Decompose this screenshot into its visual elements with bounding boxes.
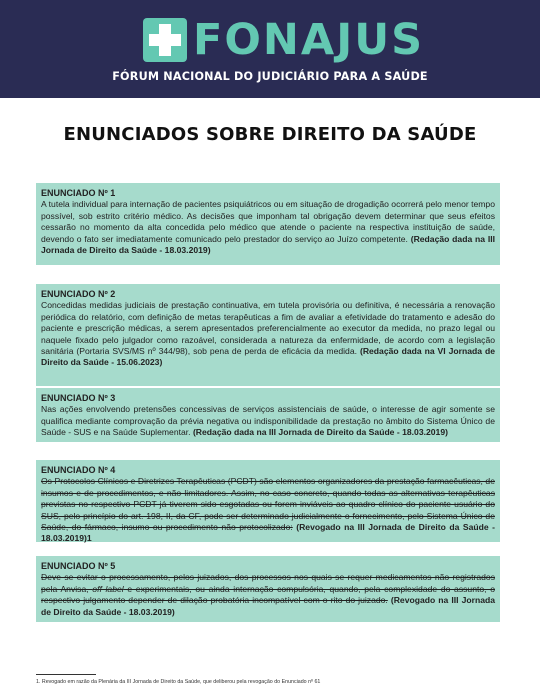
header-band bbox=[0, 0, 540, 98]
enunciado-text: A tutela individual para internação de pacientes psiquiátricos ou em situação de drogadição ocorrerá pelo menor tempo possível, sob estrito critério médico. As decisões que imponham tal obrigação devem determinar que seus efeitos cessarão no momento da alta concedida pelo médico que atende o paciente na respectiva instituição de saúde, devendo o fato ser imediatamente comunicado pelo prestador do serviço ao Juízo competente. bbox=[41, 199, 495, 244]
enunciado-note: (Redação dada na VI Jornada de Direito da Saúde - 15.06.2023) bbox=[41, 346, 496, 368]
enunciado-text: Os Protocolos Clínicos e Diretrizes Terapêuticas (PCDT) são elementos organizadores da prestação farmacêuticas, de insumos e de procedimentos, e não limitadores. Assim, no caso concreto, quando todas as alternativas terapêuticas previstas no respectivo PCDT já tiverem sido esgotadas ou forem inviáveis ao quadro clínico do paciente usuário do SUS, pelo princípio do art. 198, II, da CF, pode ser determinado judicialmente o fornecimento, pelo Sistema Único de Saúde, do fármaco, insumo ou procedimento não protocolizado: bbox=[41, 476, 495, 533]
enunciado-text-before: Deve se evitar o processamento, pelos juizados, dos processos nos quais se requer medicamentos não registrados pela Anvisa, bbox=[41, 572, 495, 594]
enunciado-number: ENUNCIADO Nº 4 bbox=[41, 465, 116, 475]
enunciado-note: (Revogado na III Jornada de Direito da Saúde - 18.03.2019) bbox=[41, 595, 495, 617]
enunciado-box-revoked bbox=[36, 556, 500, 622]
enunciado-number: ENUNCIADO Nº 1 bbox=[41, 188, 116, 198]
medical-cross-icon bbox=[143, 18, 187, 62]
enunciado-box bbox=[36, 183, 500, 265]
enunciado-number: ENUNCIADO Nº 2 bbox=[41, 289, 116, 299]
logo-subtitle: FÓRUM NACIONAL DO JUDICIÁRIO PARA A SAÚDE bbox=[112, 70, 428, 83]
page-title: ENUNCIADOS SOBRE DIREITO DA SAÚDE bbox=[63, 124, 477, 145]
logo-name: FONAJUS bbox=[193, 15, 425, 65]
enunciado-number: ENUNCIADO Nº 3 bbox=[41, 393, 116, 403]
enunciado-box bbox=[36, 388, 500, 442]
enunciado-note: (Redação dada na III Jornada de Direito da Saúde - 18.03.2019) bbox=[192, 427, 448, 438]
enunciado-note: (Redação dada na III Jornada de Direito da Saúde - 18.03.2019) bbox=[41, 233, 495, 256]
footnote-rule bbox=[36, 674, 96, 675]
logo bbox=[143, 16, 424, 64]
enunciado-text: Nas ações envolvendo pretensões concessivas de serviços assistenciais de saúde, o interesse de agir somente se qualifica mediante comprovação da prévia negativa ou indisponibilidade da prestação no âmbito do Sistema Único de Saúde - SUS e na Saúde Suplementar. bbox=[41, 404, 495, 438]
enunciado-number: ENUNCIADO Nº 5 bbox=[41, 561, 116, 571]
footnote: 1. Revogado em razão da Plenária da III Jornada de Direito da Saúde, que deliberou pela revogação do Enunciado nº 61 bbox=[36, 679, 321, 685]
enunciado-text-after: e experimentais, ou ainda internação compulsória, quando, pela complexidade do assunto, o respectivo julgamento depender de dilação probatória incompatível com o rito do juizado. bbox=[41, 583, 495, 606]
enunciado-box bbox=[36, 284, 500, 386]
enunciado-box-revoked bbox=[36, 460, 500, 542]
enunciado-note: (Revogado na III Jornada de Direito da Saúde - 18.03.2019)1 bbox=[41, 522, 495, 544]
enunciado-text: Concedidas medidas judiciais de prestação continuativa, em tutela provisória ou definitiva, é necessária a renovação periódica do relatório, com definição de metas terapêuticas a fim de avaliar a efetividade do tratamento e adesão do paciente e prescrição médicas, a serem apresentados preferencialmente ao executor da medida, no prazo legal ou naquele fixado pelo julgador como razoável, considerada a natureza da enfermidade, de acordo com a legislação sanitária (Portaria SVS/MS nº 344/98), sob pena de perda de eficácia da medida. bbox=[41, 300, 495, 357]
enunciado-text-italic: off label bbox=[92, 583, 124, 594]
